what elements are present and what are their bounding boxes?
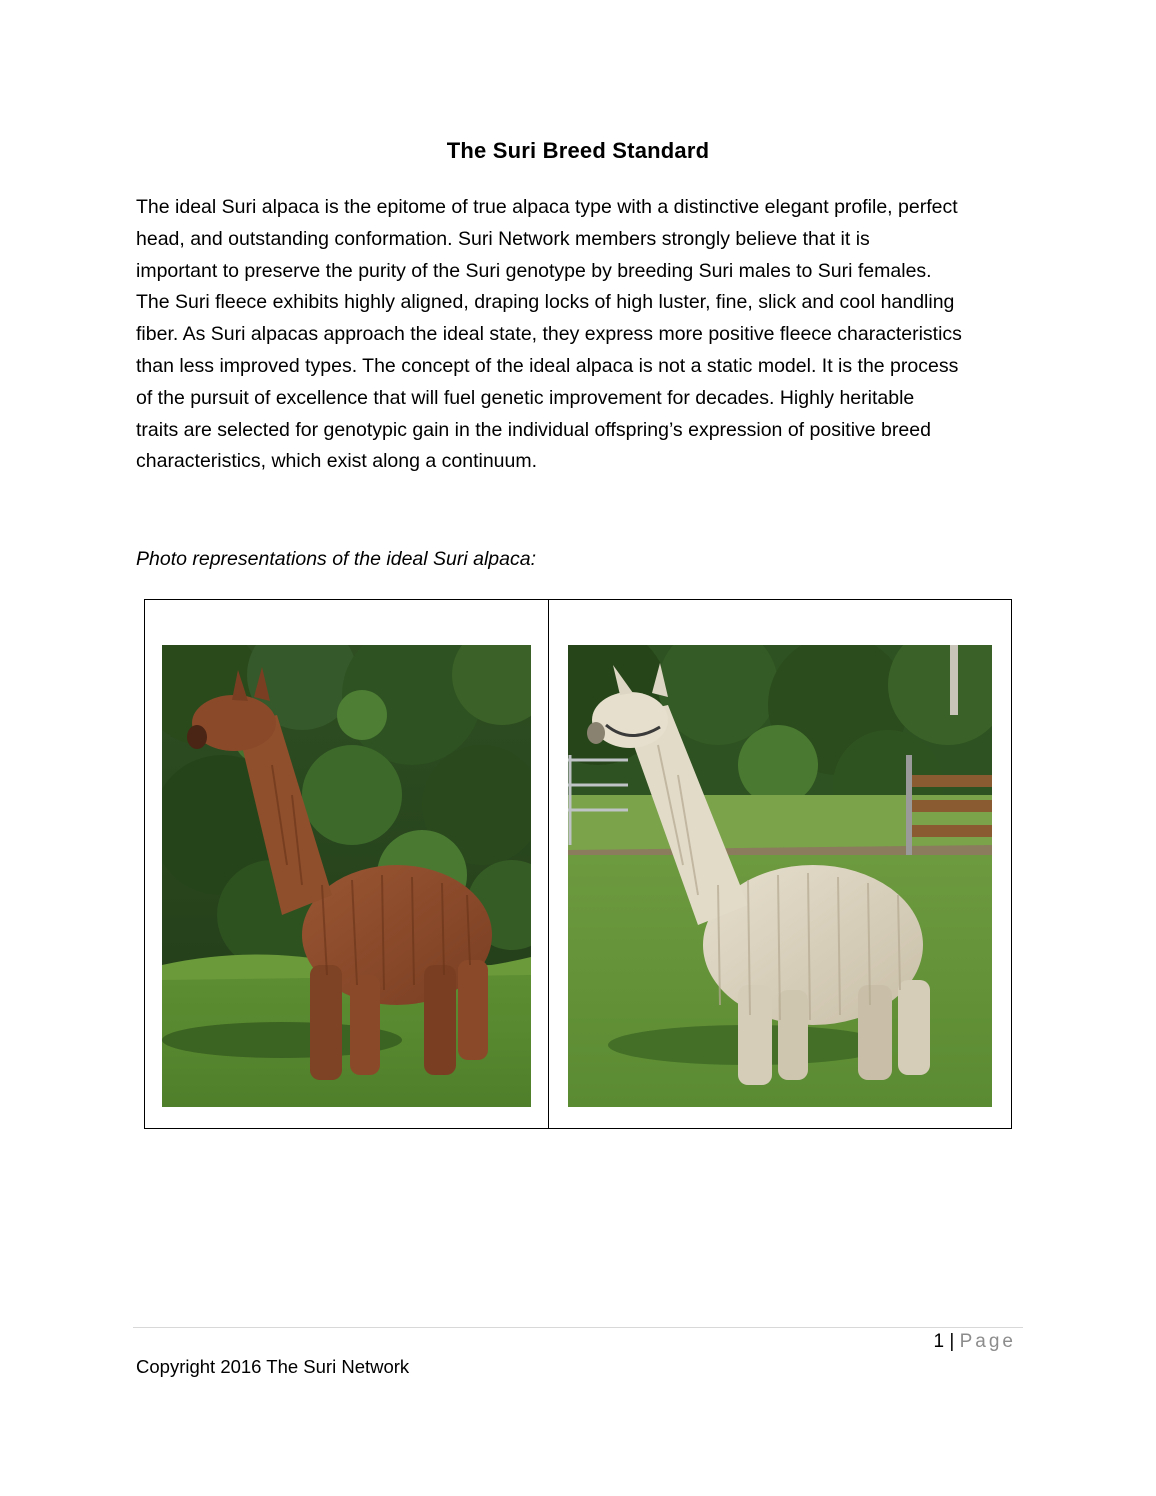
paragraph-line: characteristics, which exist along a continuum. bbox=[136, 450, 538, 473]
brown-alpaca-photo bbox=[162, 645, 531, 1107]
paragraph-line: traits are selected for genotypic gain in the individual offspring’s expression of positive breed bbox=[136, 418, 931, 441]
white-alpaca-photo bbox=[568, 645, 992, 1107]
table-divider bbox=[548, 600, 549, 1128]
page-number-value: 1 bbox=[933, 1331, 945, 1352]
copyright-notice: Copyright 2016 The Suri Network bbox=[136, 1356, 410, 1377]
page-number-separator: | bbox=[949, 1331, 955, 1352]
photo-table bbox=[144, 599, 1012, 1129]
page-title: The Suri Breed Standard bbox=[446, 138, 710, 163]
photo-caption: Photo representations of the ideal Suri alpaca: bbox=[136, 548, 537, 570]
paragraph-line: than less improved types. The concept of the ideal alpaca is not a static model. It is the process bbox=[136, 354, 959, 377]
paragraph-line: The ideal Suri alpaca is the epitome of true alpaca type with a distinctive elegant profile, perfect bbox=[136, 196, 958, 218]
paragraph-line: important to preserve the purity of the Suri genotype by breeding Suri males to Suri females. bbox=[136, 259, 932, 282]
paragraph-line: fiber. As Suri alpacas approach the ideal state, they express more positive fleece characteristics bbox=[136, 323, 962, 346]
page-label: Page bbox=[959, 1331, 1016, 1352]
paragraph-line: The Suri fleece exhibits highly aligned, draping locks of high luster, fine, slick and cool handling bbox=[136, 291, 955, 314]
footer-rule bbox=[133, 1327, 1023, 1328]
intro-paragraph bbox=[136, 192, 1026, 478]
page-number bbox=[934, 1331, 1016, 1353]
paragraph-line: of the pursuit of excellence that will fuel genetic improvement for decades. Highly heritable bbox=[136, 386, 915, 409]
paragraph-line: head, and outstanding conformation. Suri Network members strongly believe that it is bbox=[136, 227, 870, 250]
